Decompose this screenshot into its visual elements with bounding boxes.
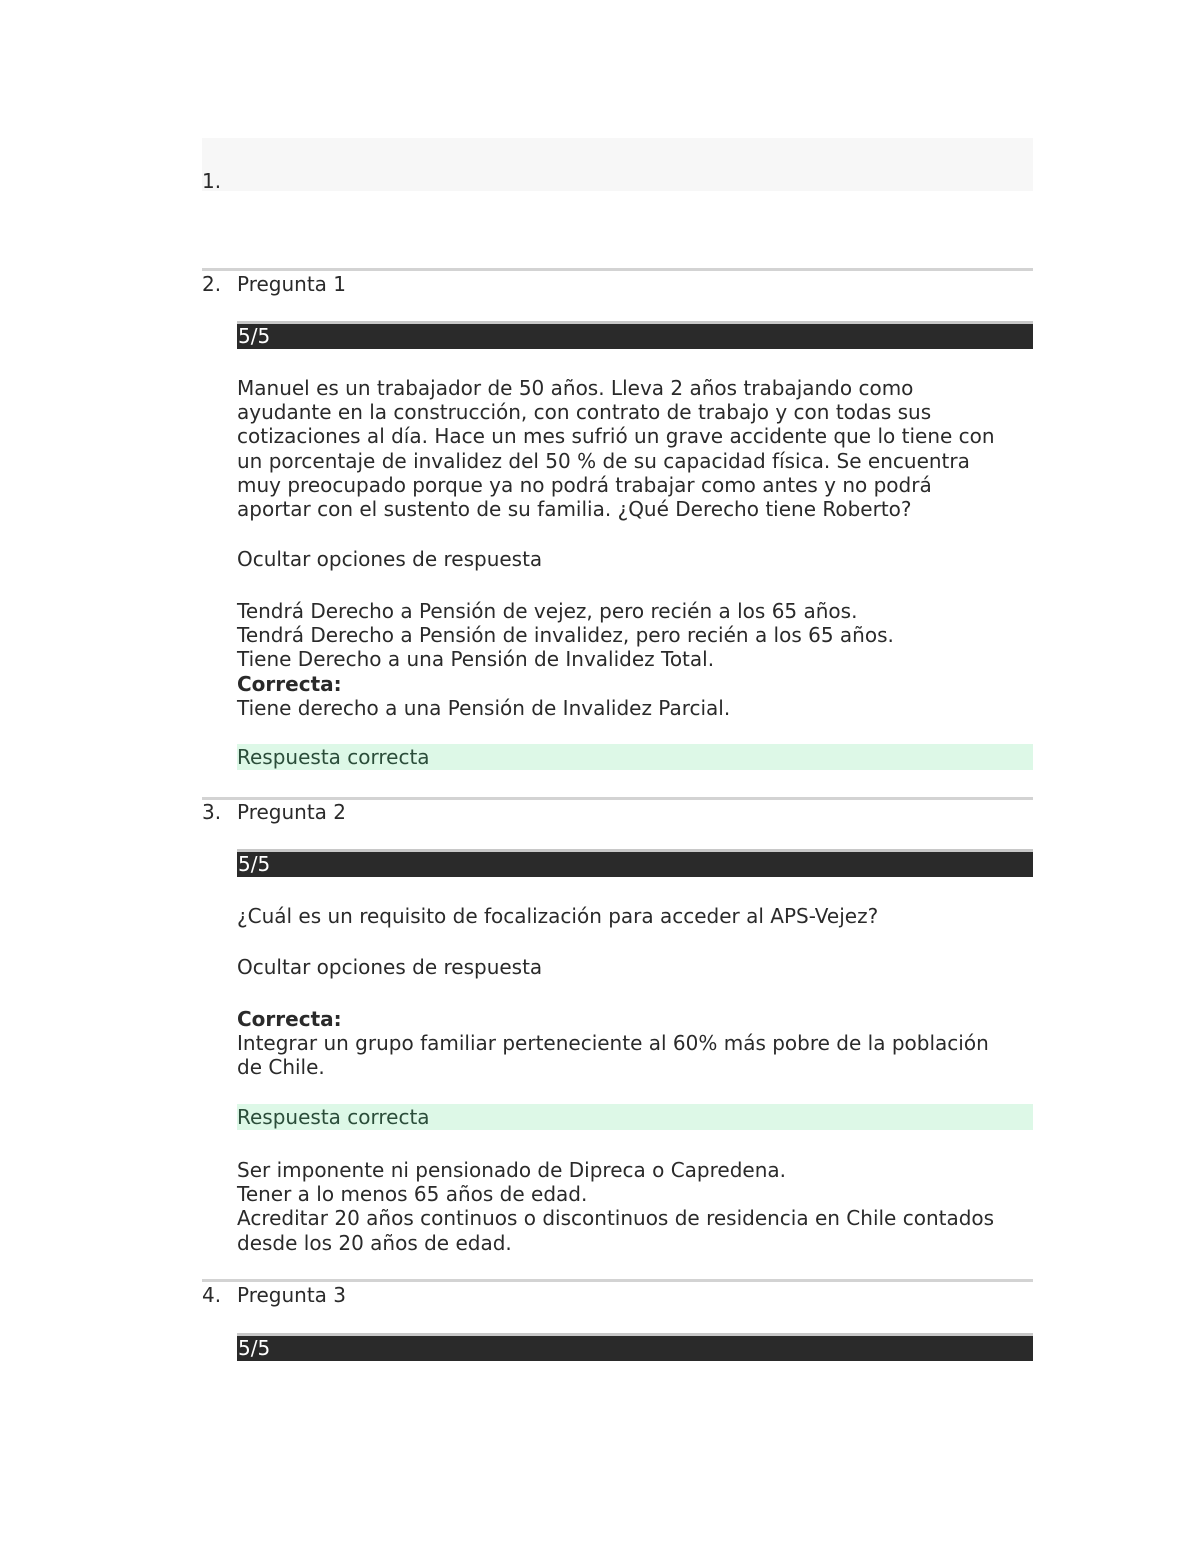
question-title: Pregunta 2: [237, 800, 347, 824]
correct-label: Correcta:: [237, 671, 342, 696]
question-line: Manuel es un trabajador de 50 años. Lleva 2 años trabajando como: [237, 376, 914, 400]
list-number: 4.: [202, 1283, 222, 1307]
empty-item-bar: [202, 138, 1033, 191]
answer-option: Tiene Derecho a una Pensión de Invalidez Total.: [237, 647, 715, 672]
answer-option: Tendrá Derecho a Pensión de vejez, pero recién a los 65 años.: [237, 599, 858, 623]
score-value: 5/5: [238, 852, 271, 876]
question-text: [237, 376, 1037, 521]
correct-answer: de Chile.: [237, 1055, 325, 1080]
list-number: 1.: [202, 169, 222, 193]
question-line: ayudante en la construcción, con contrato de trabajo y con todas sus: [237, 400, 932, 425]
correct-block: [237, 1007, 1037, 1080]
question-line: un porcentaje de invalidez del 50 % de su capacidad física. Se encuentra: [237, 448, 970, 473]
score-value: 5/5: [238, 1336, 271, 1360]
result-banner: Respuesta correcta: [237, 1104, 1033, 1130]
question-line: aportar con el sustento de su familia. ¿Qué Derecho tiene Roberto?: [237, 497, 912, 522]
answer-option: Ser imponente ni pensionado de Dipreca o Capredena.: [237, 1158, 787, 1182]
list-number: 2.: [202, 272, 222, 296]
question-line: muy preocupado porque ya no podrá trabajar como antes y no podrá: [237, 472, 932, 497]
answer-option: Tener a lo menos 65 años de edad.: [237, 1182, 588, 1207]
question-text: ¿Cuál es un requisito de focalización para acceder al APS-Vejez?: [237, 904, 879, 928]
score-bar: [237, 1333, 1033, 1361]
correct-answer: Tiene derecho a una Pensión de Invalidez Parcial.: [237, 695, 731, 720]
correct-label: Correcta:: [237, 1007, 342, 1031]
divider: [202, 1279, 1033, 1282]
score-bar: [237, 849, 1033, 877]
question-title: Pregunta 1: [237, 272, 347, 296]
answer-option: Acreditar 20 años continuos o discontinuos de residencia en Chile contados: [237, 1206, 995, 1231]
answer-option: desde los 20 años de edad.: [237, 1230, 512, 1255]
result-banner: Respuesta correcta: [237, 744, 1033, 770]
divider: [202, 268, 1033, 271]
answer-options: [237, 1158, 1037, 1255]
answer-option: Tendrá Derecho a Pensión de invalidez, pero recién a los 65 años.: [237, 623, 894, 648]
list-number: 3.: [202, 800, 222, 824]
hide-options-toggle[interactable]: Ocultar opciones de respuesta: [237, 547, 543, 571]
score-bar: [237, 321, 1033, 349]
score-value: 5/5: [238, 324, 271, 348]
answer-options: [237, 599, 1037, 720]
question-title: Pregunta 3: [237, 1283, 347, 1307]
hide-options-toggle[interactable]: Ocultar opciones de respuesta: [237, 955, 543, 979]
correct-answer: Integrar un grupo familiar perteneciente al 60% más pobre de la población: [237, 1031, 989, 1056]
question-line: cotizaciones al día. Hace un mes sufrió un grave accidente que lo tiene con: [237, 424, 995, 449]
